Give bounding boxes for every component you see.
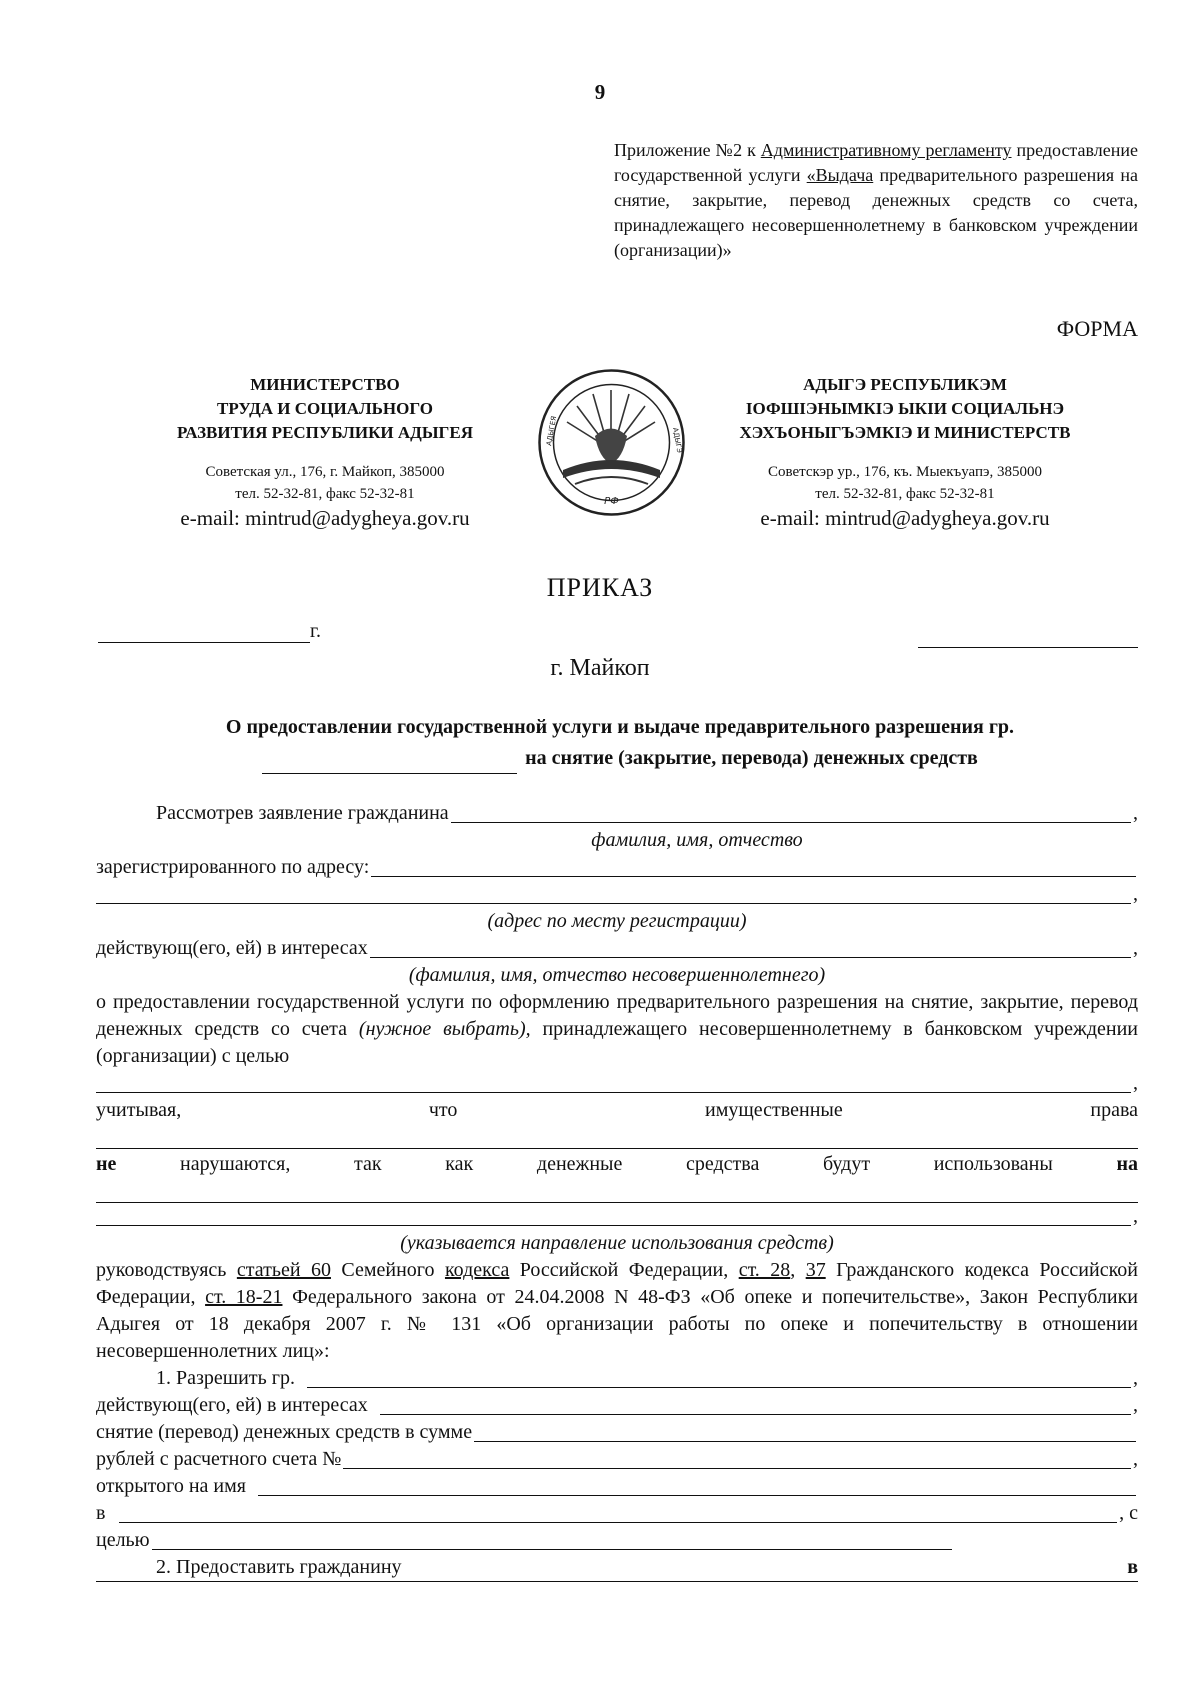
use-blank-2 [96,1205,1131,1226]
goal-blank [152,1529,952,1550]
bank-blank [119,1502,1117,1523]
item-1-account-line: рублей с расчетного счета № , [96,1448,1138,1470]
address-blank [371,856,1136,877]
subject-line: на снятие (закрытие, перевода) денежных средств [90,743,1150,774]
account-number-blank [343,1448,1131,1469]
document-title: ПРИКАЗ [546,573,654,602]
hint-address: (адрес по месту регистрации) [487,910,747,932]
hint-minor: (фамилия, имя, отчество несовершеннолетнего) [408,964,826,986]
org-name-line: РАЗВИТИЯ РЕСПУБЛИКИ АДЫГЕЯ [177,423,473,442]
account-holder-blank [258,1475,1136,1496]
form-label: ФОРМА [1056,316,1138,341]
subject-line: О предоставлении государственной услуги и выдаче предаврительного разрешения гр. [225,716,1015,738]
hint-fio: фамилия, имя, отчество [591,829,803,851]
use-blank-1 [96,1178,1138,1203]
item-1-minor-blank [380,1394,1131,1415]
item-1-goal-line: целью [96,1527,1138,1554]
applicant-name-blank [451,802,1131,823]
registered-line: зарегистрированного по адресу: [96,854,1138,881]
item-1-bank-line: в , с [96,1502,1138,1524]
org-address: Советская ул., 176, г. Майкоп, 385000 [205,464,445,480]
annex-block [614,138,1138,263]
choose-note: (нужное выбрать), [358,1018,531,1040]
date-suffix: г. [310,620,321,642]
address-blank-2 [96,883,1131,904]
item-1-opened-line: открытого на имя [96,1473,1138,1500]
order-number-blank [918,647,1138,648]
annex-regulation-link: Административному регламенту [760,140,1012,160]
not-violated-line: не нарушаются, так как денежные средства будут использованы на [96,1153,1138,1175]
org-name-line: АДЫГЭ РЕСПУБЛИКЭМ [803,375,1007,394]
minor-name-blank [370,937,1131,958]
svg-text:АДЫГЭ: АДЫГЭ [671,426,684,454]
address-continuation: , [96,881,1138,908]
org-name-line: IОФШIЭНЫМКIЭ ЫКIИ СОЦИАЛЬНЭ [745,399,1065,418]
coat-of-arms-emblem [535,366,688,519]
permitted-citizen-blank [307,1367,1131,1388]
page-number: 9 [594,80,606,104]
org-phone: тел. 52-32-81, факс 52-32-81 [815,486,995,502]
header-left [140,373,510,531]
date-field [98,620,321,643]
annex-text: предоставление государственной услуги [614,140,1138,185]
purpose-blank [96,1072,1131,1093]
org-address: Советскэр ур., 176, къ. Мыекъуапэ, 385000 [768,464,1042,480]
considering-rights-line: учитывая, что имущественные права [96,1099,1138,1121]
svg-text:РФ: РФ [604,496,619,507]
citizen-name-blank [262,751,517,774]
item-1-acting-line: действующ(его, ей) в интересах , [96,1394,1138,1416]
amount-blank [474,1421,1136,1442]
annex-service-name: «Выдача [806,165,874,185]
use-blank-line: , [96,1203,1138,1230]
item-2-line: 2. Предоставить гражданину в [96,1554,1138,1582]
org-email: e-mail: mintrud@adygheya.gov.ru [180,506,470,530]
svg-text:АДЫГЕЯ: АДЫГЕЯ [545,415,559,447]
rights-blank [96,1124,1138,1149]
org-name-line: ХЭХЪОНЫГЪЭМКIЭ И МИНИСТЕРСТВ [739,423,1071,442]
paragraph-legal-basis: руководствуясь статьей 60 Семейного кодекса Российской Федерации, ст. 28, 37 Гражданского кодекса Российской Федерации, ст. 18-21 Федерального закона от 24.04.2008 N 48-ФЗ «Об опеке и попечительстве», Закон Республики Адыгея от 18 декабря 2007 г. № 131 «Об организации работы по опеке и попечительству в отношении несовершеннолетних лиц»: [96,1259,1138,1362]
date-blank [98,642,310,643]
annex-text: Приложение №2 к [614,140,761,160]
header-right [695,373,1115,531]
purpose-line: , [96,1070,1138,1097]
order-body [96,800,1138,1582]
item-1-amount-line: снятие (перевод) денежных средств в сумме [96,1419,1138,1446]
org-email: e-mail: mintrud@adygheya.gov.ru [760,506,1050,530]
acting-line: действующ(его, ей) в интересах , [96,937,1138,959]
order-subject [90,712,1150,774]
item-1-line: 1. Разрешить гр. , [156,1367,1138,1389]
paragraph-service: о предоставлении государственной услуги по оформлению предварительного разрешения на снятие, закрытие, перевод денежных средств со счета (нужное выбрать), принадлежащего несовершеннолетнему в банковском учреждении (организации) с целью [96,991,1139,1067]
annex-text: предварительного разрешения на снятие, закрытие, перевод денежных средств со счета, принадлежащего несовершеннолетнему в банковском учреждении (организации)» [614,165,1138,260]
org-name-line: ТРУДА И СОЦИАЛЬНОГО [217,399,433,418]
org-name-line: МИНИСТЕРСТВО [250,375,400,394]
considering-line: Рассмотрев заявление гражданина , [156,802,1138,824]
hint-purpose: (указывается направление использования средств) [400,1232,834,1254]
org-phone: тел. 52-32-81, факс 52-32-81 [235,486,415,502]
city: г. Майкоп [550,655,650,681]
